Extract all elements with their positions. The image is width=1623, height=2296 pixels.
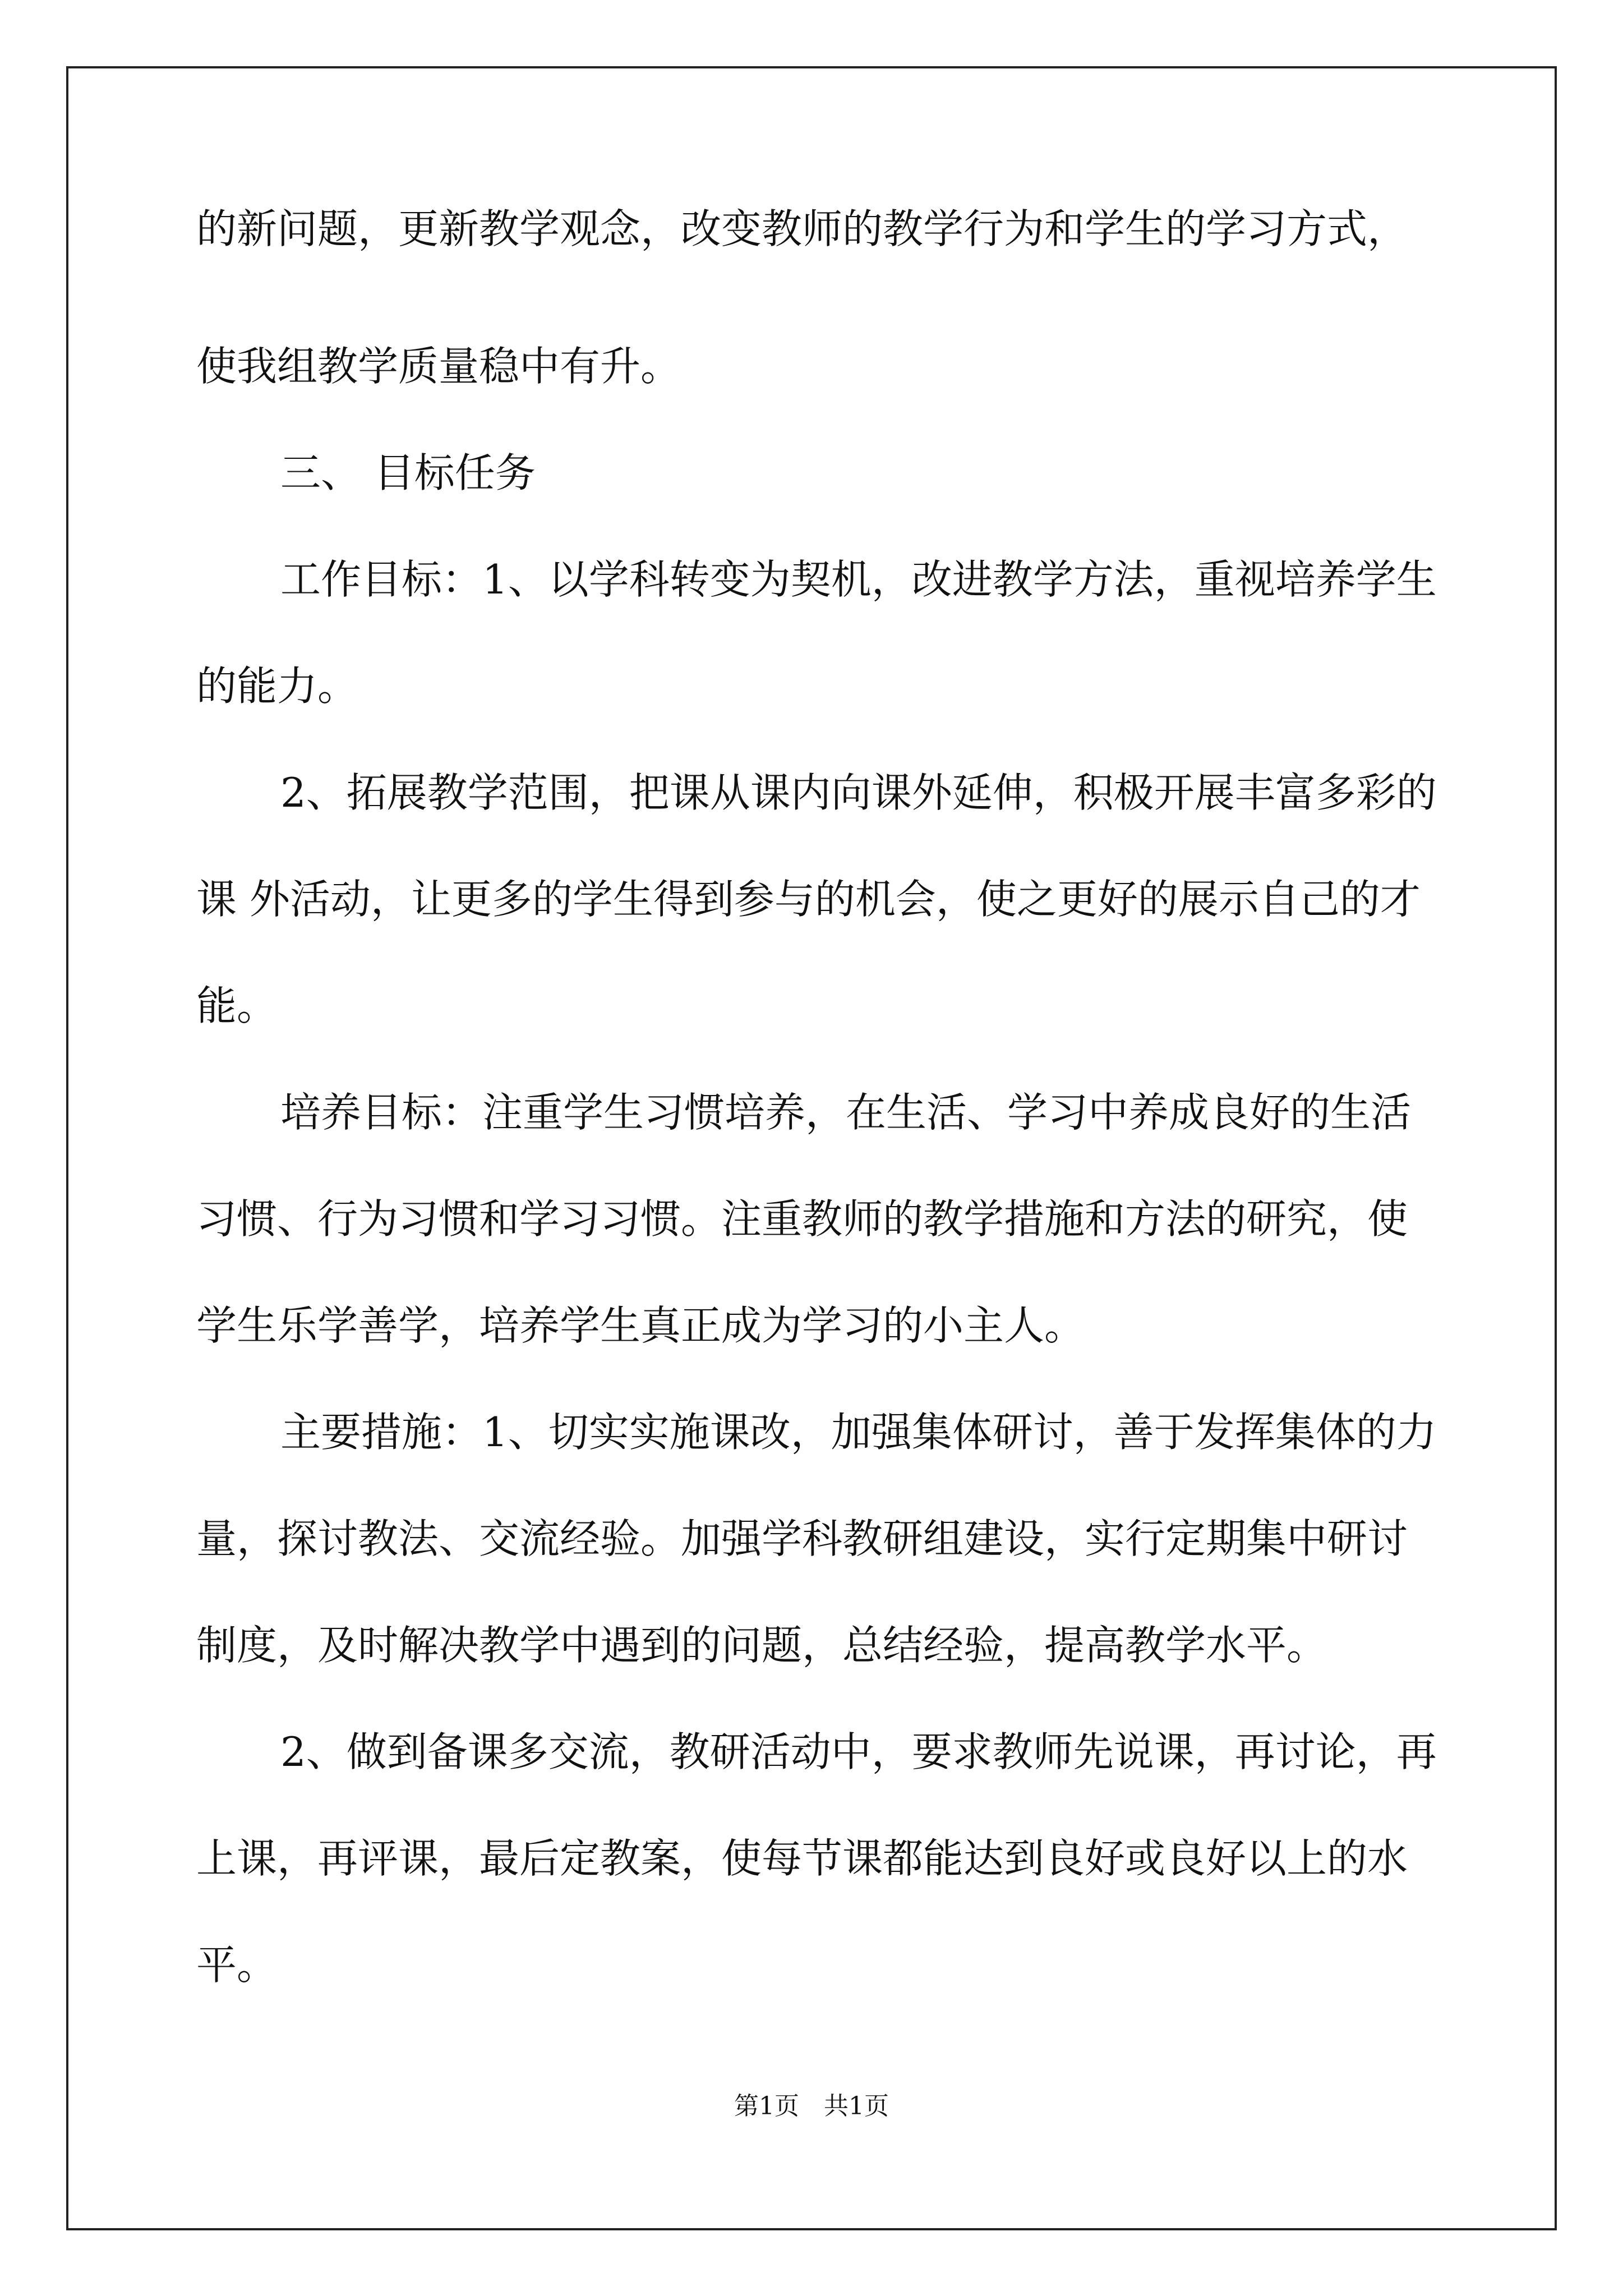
text-line: 主要措施：1、切实实施课改，加强集体研讨，善于发挥集体的力 [280,1409,1437,1456]
text-line: 能。 [196,982,278,1029]
text-line: 培养目标：注重学生习惯培养，在生活、学习中养成良好的生活 [280,1089,1412,1136]
text-line: 量，探讨教法、交流经验。加强学科教研组建设，实行定期集中研讨 [196,1515,1408,1562]
text-line: 工作目标：1、以学科转变为契机，改进教学方法，重视培养学生 [280,556,1437,603]
text-line: 制度，及时解决教学中遇到的问题，总结经验，提高教学水平。 [196,1622,1327,1669]
text-line: 2、做到备课多交流，教研活动中，要求教师先说课，再讨论，再 [280,1728,1437,1775]
text-line: 的能力。 [196,662,358,710]
page-number-footer: 第1页 共1页 [734,2092,889,2120]
text-line: 课 外活动，让更多的学生得到参与的机会，使之更好的展示自己的才 [196,876,1421,923]
section-heading: 三、 目标任务 [280,449,536,496]
text-line: 上课，再评课，最后定教案，使每节课都能达到良好或良好以上的水 [196,1835,1408,1882]
text-line: 使我组教学质量稳中有升。 [196,343,681,390]
text-line: 的新问题，更新教学观念，改变教师的教学行为和学生的学习方式， [196,205,1408,252]
text-line: 学生乐学善学，培养学生真正成为学习的小主人。 [196,1302,1085,1349]
text-line: 平。 [196,1941,278,1989]
text-line: 2、拓展教学范围，把课从课内向课外延伸，积极开展丰富多彩的 [280,769,1437,816]
text-line: 习惯、行为习惯和学习习惯。注重教师的教学措施和方法的研究，使 [196,1195,1408,1243]
